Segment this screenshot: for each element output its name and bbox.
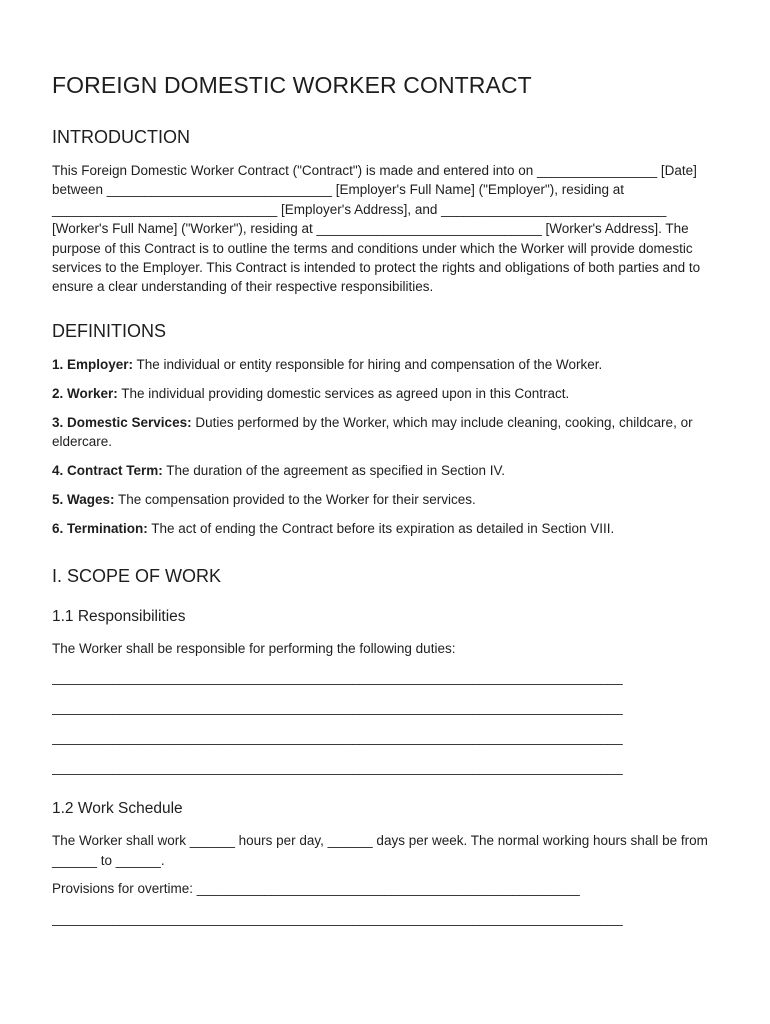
blank-line[interactable]: ____________________________________________________________________________ [52,910,623,926]
definition-text: The individual or entity responsible for hiring and compensation of the Worker. [133,356,603,372]
responsibilities-heading: 1.1 Responsibilities [52,607,186,625]
definition-text: The compensation provided to the Worker for their services. [114,491,476,507]
definition-text: The duration of the agreement as specified in Section IV. [162,462,506,478]
definition-text: Duties performed by the Worker, which may include cleaning, cooking, childcare, or eldercare. [52,414,693,450]
blank-line[interactable]: ____________________________________________________________________________ [52,730,623,746]
definition-term: 5. Wages: [52,491,115,507]
definition-item [52,461,718,480]
definition-term: 1. Employer: [52,356,134,372]
introduction-text: This Foreign Domestic Worker Contract ("Contract") is made and entered into on ________________ [Date] between ______________________________ [Employer's Full Name] ("Employer"), residing at ______________________________ [Employer's Address], and ______________________________ [Worker's Full Name] ("Worker"), residing at ______________________________ [Worker's Address]. The purpose of this Contract is to outline the terms and conditions under which the Worker will provide domestic services to the Employer. This Contract is intended to protect the rights and obligations of both parties and to ensure a clear understanding of their respective responsibilities. [52,163,701,295]
definition-item [52,384,718,403]
introduction-heading: INTRODUCTION [52,127,190,147]
overtime-field[interactable]: Provisions for overtime: ___________________________________________________ [52,880,580,896]
definitions-list [52,355,718,538]
definition-term: 6. Termination: [52,520,148,536]
definition-text: The act of ending the Contract before its expiration as detailed in Section VIII. [147,520,615,536]
blank-line[interactable]: ____________________________________________________________________________ [52,670,623,686]
blank-line[interactable]: ____________________________________________________________________________ [52,700,623,716]
definition-text: The individual providing domestic services as agreed upon in this Contract. [117,385,570,401]
scope-heading: I. SCOPE OF WORK [52,565,222,586]
document-title: FOREIGN DOMESTIC WORKER CONTRACT [52,72,532,98]
definition-item [52,490,718,509]
responsibilities-text: The Worker shall be responsible for performing the following duties: [52,640,456,656]
definition-item [52,413,718,452]
definition-item [52,519,718,538]
definition-term: 4. Contract Term: [52,462,163,478]
definitions-heading: DEFINITIONS [52,320,167,341]
definition-term: 3. Domestic Services: [52,414,192,430]
definition-item [52,355,718,374]
definition-term: 2. Worker: [52,385,118,401]
work-schedule-heading: 1.2 Work Schedule [52,800,183,818]
blank-line[interactable]: ____________________________________________________________________________ [52,760,623,776]
work-schedule-text: The Worker shall work ______ hours per day, ______ days per week. The normal working hours shall be from ______ to ______. [52,833,708,868]
